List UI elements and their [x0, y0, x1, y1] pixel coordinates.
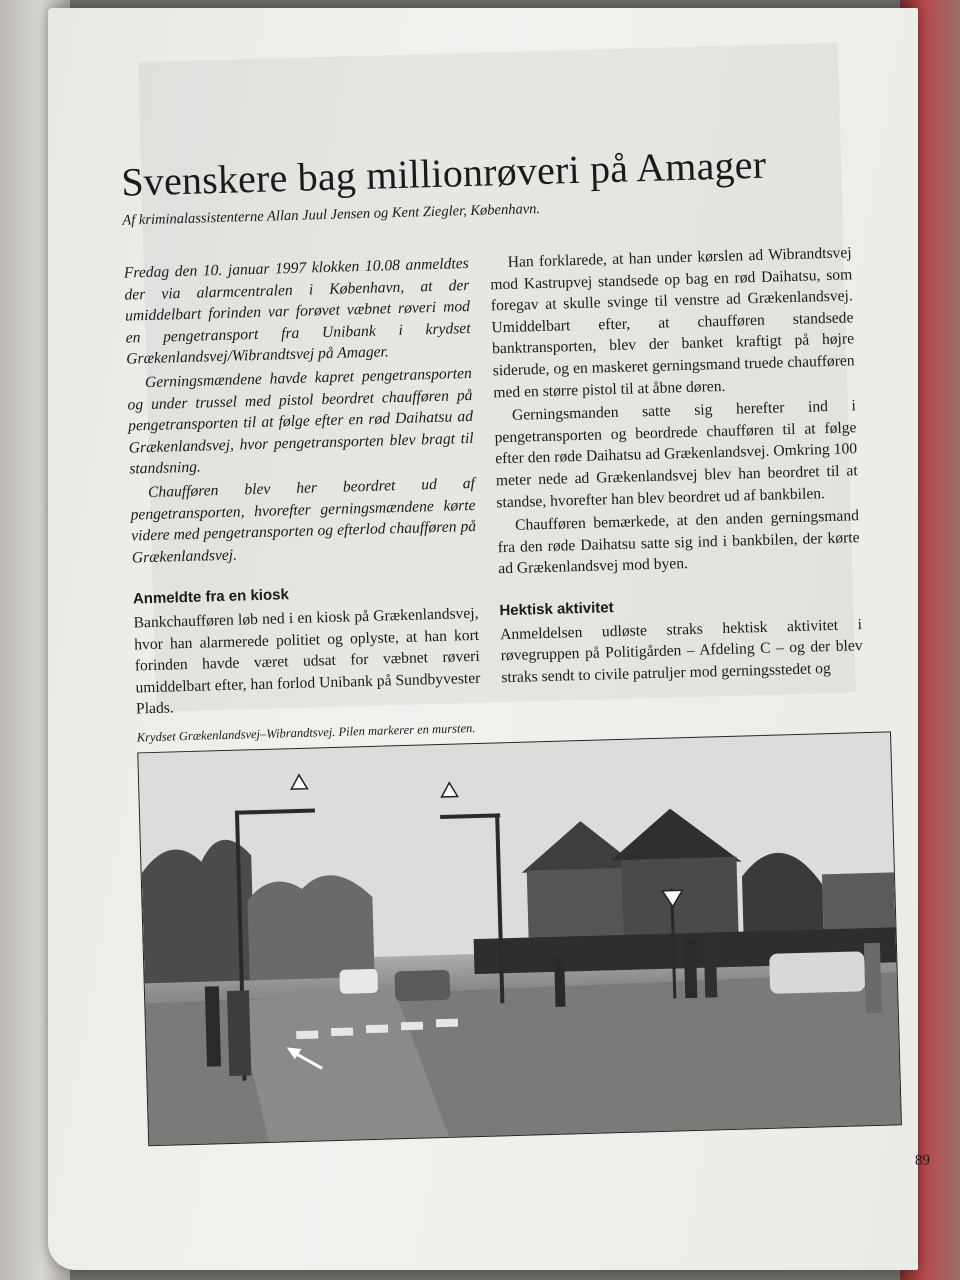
- kiosk-paragraph: Bankchaufføren løb ned i en kiosk på Grækenlandsvej, hvor han alarmerede politiet og oplyste, at han kort forinden havde været udsat for væbnet røveri umiddelbart efter, han forlod Unibank på Sundbyvester Plads.: [133, 604, 481, 718]
- photo-caption: Krydset Grækenlandsvej–Wibrandtsvej. Pilen markerer en mursten.: [136, 721, 476, 745]
- body-paragraph: Chaufføren bemærkede, at den anden gerningsmand fra den røde Daihatsu satte sig ind i bankbilen, der kørte ad Grækenlandsvej mod byen.: [497, 507, 860, 578]
- body-paragraph: Gerningsmanden satte sig herefter ind i pengetransporten og beordrede chaufføren til at følge efter den røde Daihatsu ad Grækenlandsvej. Omkring 100 meter nede ad Grækenlandsvej blev han beordret til at standse, hvorefter han blev beordret ud af bankbilen.: [494, 397, 858, 511]
- intro-paragraph: Chaufføren blev her beordret ud af pengetransporten, hvorefter gerningsmændene kørte videre med pengetransporten og efterlod chaufføren på Grækenlandsvej.: [130, 474, 477, 567]
- right-column: [489, 242, 863, 690]
- intro-block: [124, 253, 477, 569]
- article: [108, 42, 931, 1253]
- subheading-activity: Hektisk aktivitet: [499, 599, 614, 620]
- intro-paragraph: Fredag den 10. januar 1997 klokken 10.08 anmeldtes der via alarmcentralen i København, at der umiddelbart forinden var forøvet væbnet røveri mod en pengetransport fra Unibank i krydset Grækenlandsvej/Wibrandtsvej på Amager.: [123, 255, 471, 368]
- article-byline: Af kriminalassistenterne Allan Juul Jensen og Kent Ziegler, København.: [122, 200, 541, 229]
- intersection-photo: [137, 731, 902, 1146]
- page-number: 89: [914, 1152, 931, 1169]
- body-paragraph: Han forklarede, at han under kørslen ad Wibrandtsvej mod Kastrupvej standsede op bag en rød Daihatsu, som foregav at skulle svinge til venstre ad Grækenlandsvej. Umiddelbart efter, at chaufføren standsede banktransporten, blev der banket kraftigt på højre siderude, og en maskeret gerningsmand truede chaufføren med en større pistol til at åbne døren.: [490, 244, 855, 401]
- article-title: Svenskere bag millionrøveri på Amager: [120, 141, 767, 205]
- book-page: [48, 8, 931, 1270]
- left-column: [124, 253, 482, 722]
- subheading-kiosk: Anmeldte fra en kiosk: [132, 586, 290, 608]
- intro-paragraph: Gerningsmændene havde kapret pengetransporten og under trussel med pistol beordret chaufføren på pengetransporten til at følge efter en rød Daihatsu ad Grækenlandsvej, hvor pengetransporten blev bragt til standsning.: [127, 364, 474, 478]
- activity-paragraph: Anmeldelsen udløste straks hektisk aktivitet i røvegruppen på Politigården – Afdeling C – og der blev straks sendt to civile patruljer mod gerningsstedet og: [499, 615, 863, 686]
